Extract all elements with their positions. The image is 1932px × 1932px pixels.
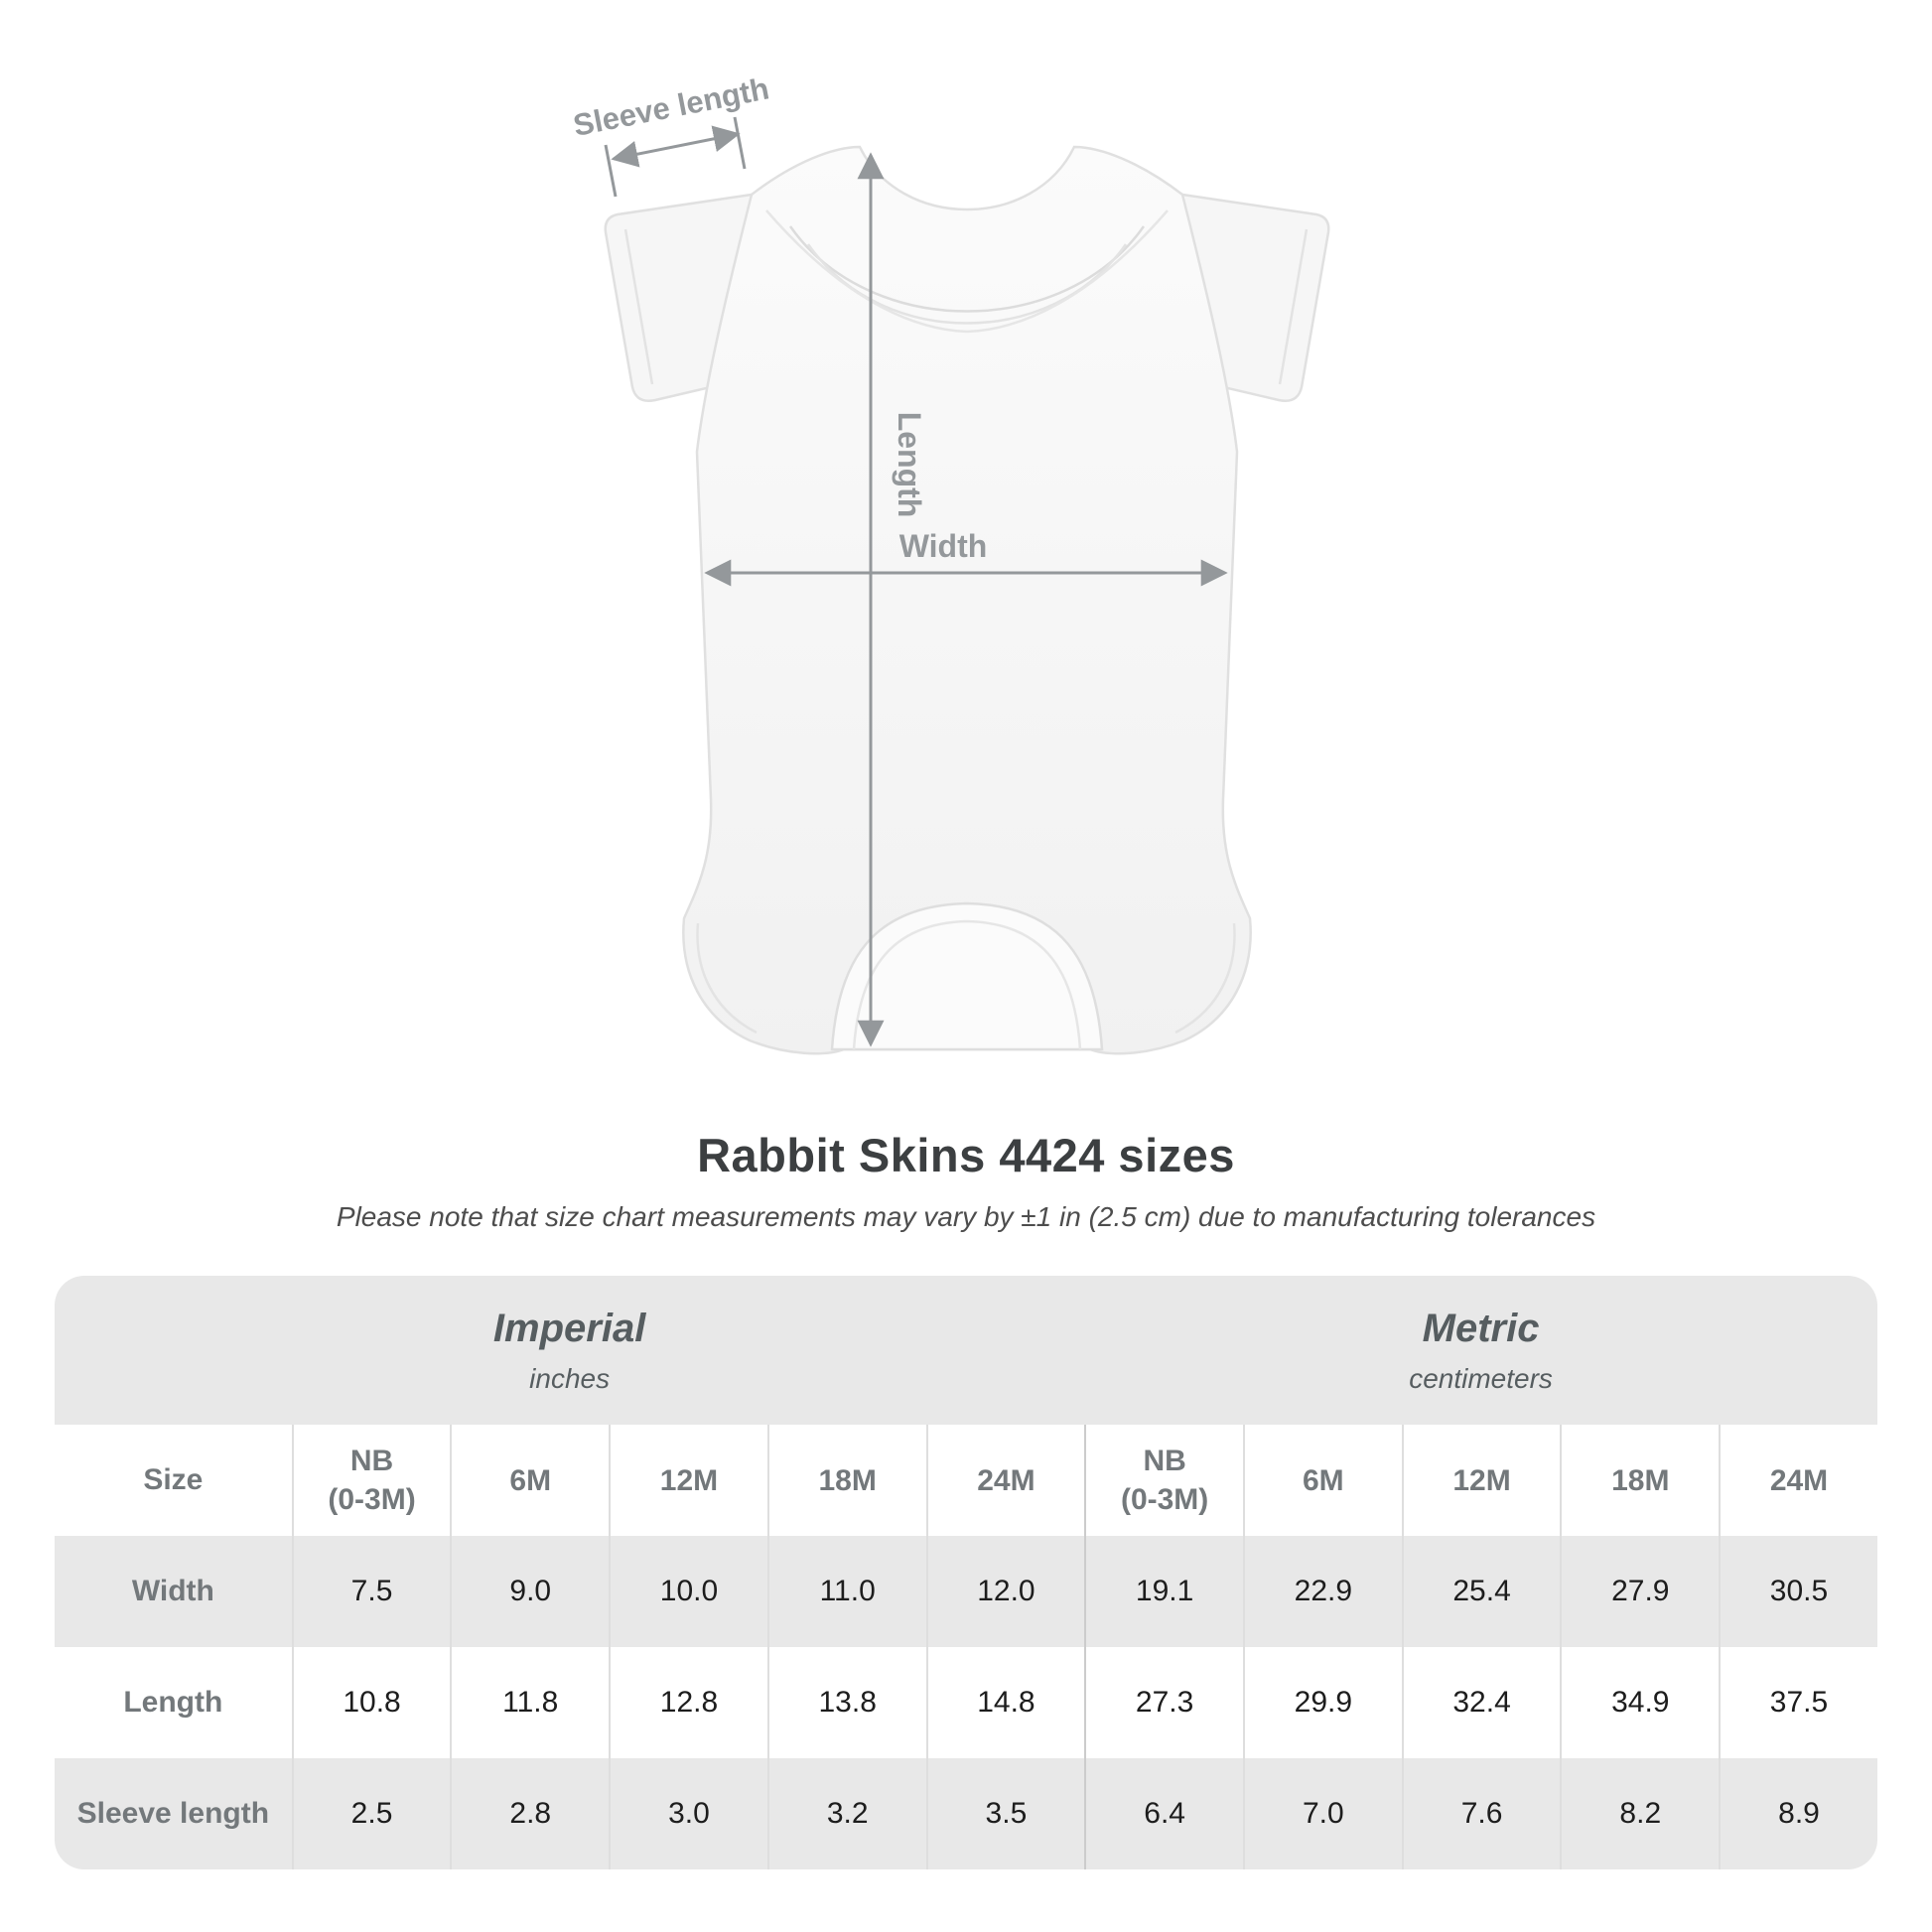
column-header-imperial-nb — [292, 1425, 451, 1536]
table-cell: 7.0 — [1243, 1758, 1402, 1869]
table-cell: 27.9 — [1560, 1536, 1719, 1647]
column-header-metric-6m — [1243, 1425, 1402, 1536]
imperial-group-title: Imperial — [492, 1306, 646, 1350]
size-table — [55, 1276, 1877, 1869]
table-cell: 37.5 — [1719, 1647, 1877, 1758]
imperial-group-header — [55, 1276, 1084, 1425]
column-header-line1: 24M — [1769, 1463, 1829, 1497]
table-cell: 14.8 — [926, 1647, 1085, 1758]
metric-group-title: Metric — [1422, 1306, 1540, 1350]
table-cell: 7.6 — [1402, 1758, 1561, 1869]
table-cell: 3.5 — [926, 1758, 1085, 1869]
column-header-line1: NB — [1143, 1445, 1186, 1477]
column-header-metric-nb — [1084, 1425, 1243, 1536]
column-header-line1: 12M — [1452, 1463, 1511, 1497]
table-cell: 3.0 — [609, 1758, 767, 1869]
table-cell: 12.8 — [609, 1647, 767, 1758]
column-header-line2: (0-3M) — [1120, 1483, 1209, 1516]
column-header-line1: 18M — [1611, 1463, 1670, 1497]
column-header-imperial-12m — [609, 1425, 767, 1536]
table-cell: 11.8 — [450, 1647, 609, 1758]
column-header-line1: 6M — [1303, 1463, 1344, 1497]
metric-group-unit: centimeters — [1409, 1362, 1553, 1394]
table-cell: 10.0 — [609, 1536, 767, 1647]
row-label-sleeve-length: Sleeve length — [55, 1758, 292, 1869]
table-cell: 19.1 — [1084, 1536, 1243, 1647]
imperial-group-unit: inches — [529, 1362, 611, 1394]
table-cell: 29.9 — [1243, 1647, 1402, 1758]
column-header-metric-12m — [1402, 1425, 1561, 1536]
row-label-width: Width — [55, 1536, 292, 1647]
width-label: Width — [898, 528, 988, 564]
column-header-imperial-6m — [450, 1425, 609, 1536]
table-cell: 11.0 — [767, 1536, 926, 1647]
table-cell: 12.0 — [926, 1536, 1085, 1647]
sleeve-length-arrow — [614, 134, 738, 159]
column-header-line1: 6M — [509, 1463, 552, 1497]
column-header-line1: 12M — [659, 1463, 719, 1497]
table-cell: 9.0 — [450, 1536, 609, 1647]
column-header-imperial-18m — [767, 1425, 926, 1536]
sleeve-length-tick-left — [606, 145, 616, 197]
table-cell: 6.4 — [1084, 1758, 1243, 1869]
page-title: Rabbit Skins 4424 sizes — [697, 1129, 1235, 1181]
table-cell: 2.5 — [292, 1758, 451, 1869]
sleeve-length-label: Sleeve length — [570, 70, 772, 143]
page-subtitle: Please note that size chart measurements may vary by ±1 in (2.5 cm) due to manufacturing tolerances — [336, 1201, 1596, 1232]
table-cell: 13.8 — [767, 1647, 926, 1758]
table-cell: 30.5 — [1719, 1536, 1877, 1647]
column-header-line2: (0-3M) — [328, 1483, 416, 1516]
table-cell: 7.5 — [292, 1536, 451, 1647]
metric-group-header — [1084, 1276, 1877, 1425]
table-cell: 34.9 — [1560, 1647, 1719, 1758]
table-cell: 3.2 — [767, 1758, 926, 1869]
table-cell: 25.4 — [1402, 1536, 1561, 1647]
table-cell: 8.2 — [1560, 1758, 1719, 1869]
column-header-line1: NB — [349, 1445, 394, 1477]
row-label-length: Length — [55, 1647, 292, 1758]
length-label: Length — [892, 411, 927, 518]
column-header-line1: 24M — [977, 1463, 1035, 1497]
size-corner-header: Size — [55, 1425, 292, 1536]
table-cell: 22.9 — [1243, 1536, 1402, 1647]
table-cell: 8.9 — [1719, 1758, 1877, 1869]
table-cell: 10.8 — [292, 1647, 451, 1758]
column-header-metric-18m — [1560, 1425, 1719, 1536]
column-header-imperial-24m — [926, 1425, 1085, 1536]
table-cell: 27.3 — [1084, 1647, 1243, 1758]
sleeve-length-tick-right — [735, 117, 745, 169]
table-cell: 32.4 — [1402, 1647, 1561, 1758]
column-header-line1: 18M — [818, 1463, 877, 1497]
column-header-metric-24m — [1719, 1425, 1877, 1536]
table-cell: 2.8 — [450, 1758, 609, 1869]
